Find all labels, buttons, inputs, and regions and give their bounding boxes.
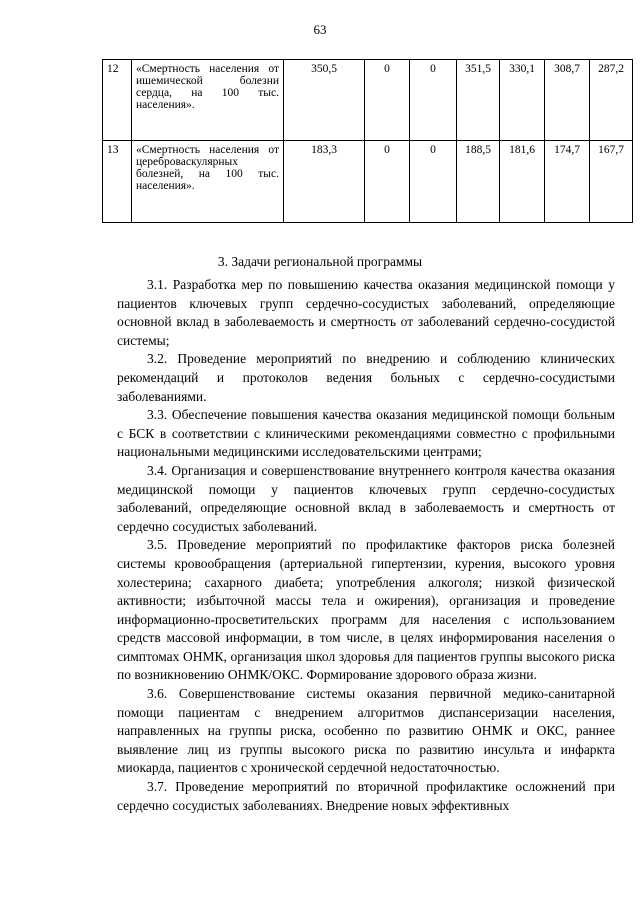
table-row bbox=[103, 141, 633, 223]
document-body bbox=[117, 276, 615, 815]
value-cell: 308,7 bbox=[545, 60, 590, 141]
value-cell: 350,5 bbox=[284, 60, 365, 141]
value-cell: 287,2 bbox=[590, 60, 633, 141]
paragraph-3-5: 3.5. Проведение мероприятий по профилактике факторов риска болезней системы кровообращения (артериальной гипертензии, курения, высокого уровня холестерина; сахарного диабета; употребления алкоголя; низкой физической активности; избыточной массы тела и ожирения), организация и проведение информационно-просветительских программ для населения с использованием средств массовой информации, в том числе, в целях информирования населения о симптомах ОНМК, организация школ здоровья для пациентов группы высокого риска по возникновению ОНМК/ОКС. Формирование здорового образа жизни. bbox=[117, 537, 615, 683]
row-number-cell: 12 bbox=[103, 60, 132, 141]
value-cell: 167,7 bbox=[590, 141, 633, 223]
paragraph-3-6: 3.6. Совершенствование системы оказания первичной медико-санитарной помощи пациентам с внедрением алгоритмов диспансеризации населения, направленных на группы риска, особенно по развитию ОНМК и ОКС, раннее выявление лиц из группы высокого риска по развитию инсульта и инфаркта миокарда, пациентов с хронической сердечной недостаточностью. bbox=[117, 686, 615, 776]
value-cell: 330,1 bbox=[500, 60, 545, 141]
paragraph-3-7: 3.7. Проведение мероприятий по вторичной профилактике осложнений при сердечно сосудистых заболеваниях. Внедрение новых эффективных bbox=[117, 779, 615, 813]
indicator-name-cell: «Смертность населения от цереброваскулярных болезней, на 100 тыс. населения». bbox=[132, 141, 284, 223]
indicators-table bbox=[102, 59, 633, 223]
section-title: 3. Задачи региональной программы bbox=[217, 254, 423, 269]
value-cell: 181,6 bbox=[500, 141, 545, 223]
paragraph-3-1: 3.1. Разработка мер по повышению качества оказания медицинской помощи у пациентов ключевых групп сердечно-сосудистых заболеваний, определяющие основной вклад в заболеваемость и смертность от заболеваний сердечно-сосудистой системы; bbox=[117, 277, 615, 348]
value-cell: 183,3 bbox=[284, 141, 365, 223]
paragraph-3-3: 3.3. Обеспечение повышения качества оказания медицинской помощи больным с БСК в соответствии с клиническими рекомендациями совместно с профильными национальными медицинскими исследовательскими центрами; bbox=[117, 407, 615, 460]
paragraph-3-4: 3.4. Организация и совершенствование внутреннего контроля качества оказания медицинской помощи у пациентов ключевых групп сердечно-сосудистых заболеваний, определяющие основной вклад в заболеваемость и смертность от сердечно сосудистых заболеваний. bbox=[117, 462, 615, 534]
page-number: 63 bbox=[313, 22, 327, 37]
indicator-name-cell: «Смертность населения от ишемической болезни сердца, на 100 тыс. населения». bbox=[132, 60, 284, 141]
value-cell: 0 bbox=[365, 141, 410, 223]
row-number-cell: 13 bbox=[103, 141, 132, 223]
value-cell: 188,5 bbox=[457, 141, 500, 223]
table-row bbox=[103, 60, 633, 141]
value-cell: 0 bbox=[365, 60, 410, 141]
paragraph-3-2: 3.2. Проведение мероприятий по внедрению и соблюдению клинических рекомендаций и протоколов ведения больных с сердечно-сосудистыми заболеваниями. bbox=[117, 351, 615, 404]
value-cell: 174,7 bbox=[545, 141, 590, 223]
value-cell: 351,5 bbox=[457, 60, 500, 141]
value-cell: 0 bbox=[410, 60, 457, 141]
value-cell: 0 bbox=[410, 141, 457, 223]
